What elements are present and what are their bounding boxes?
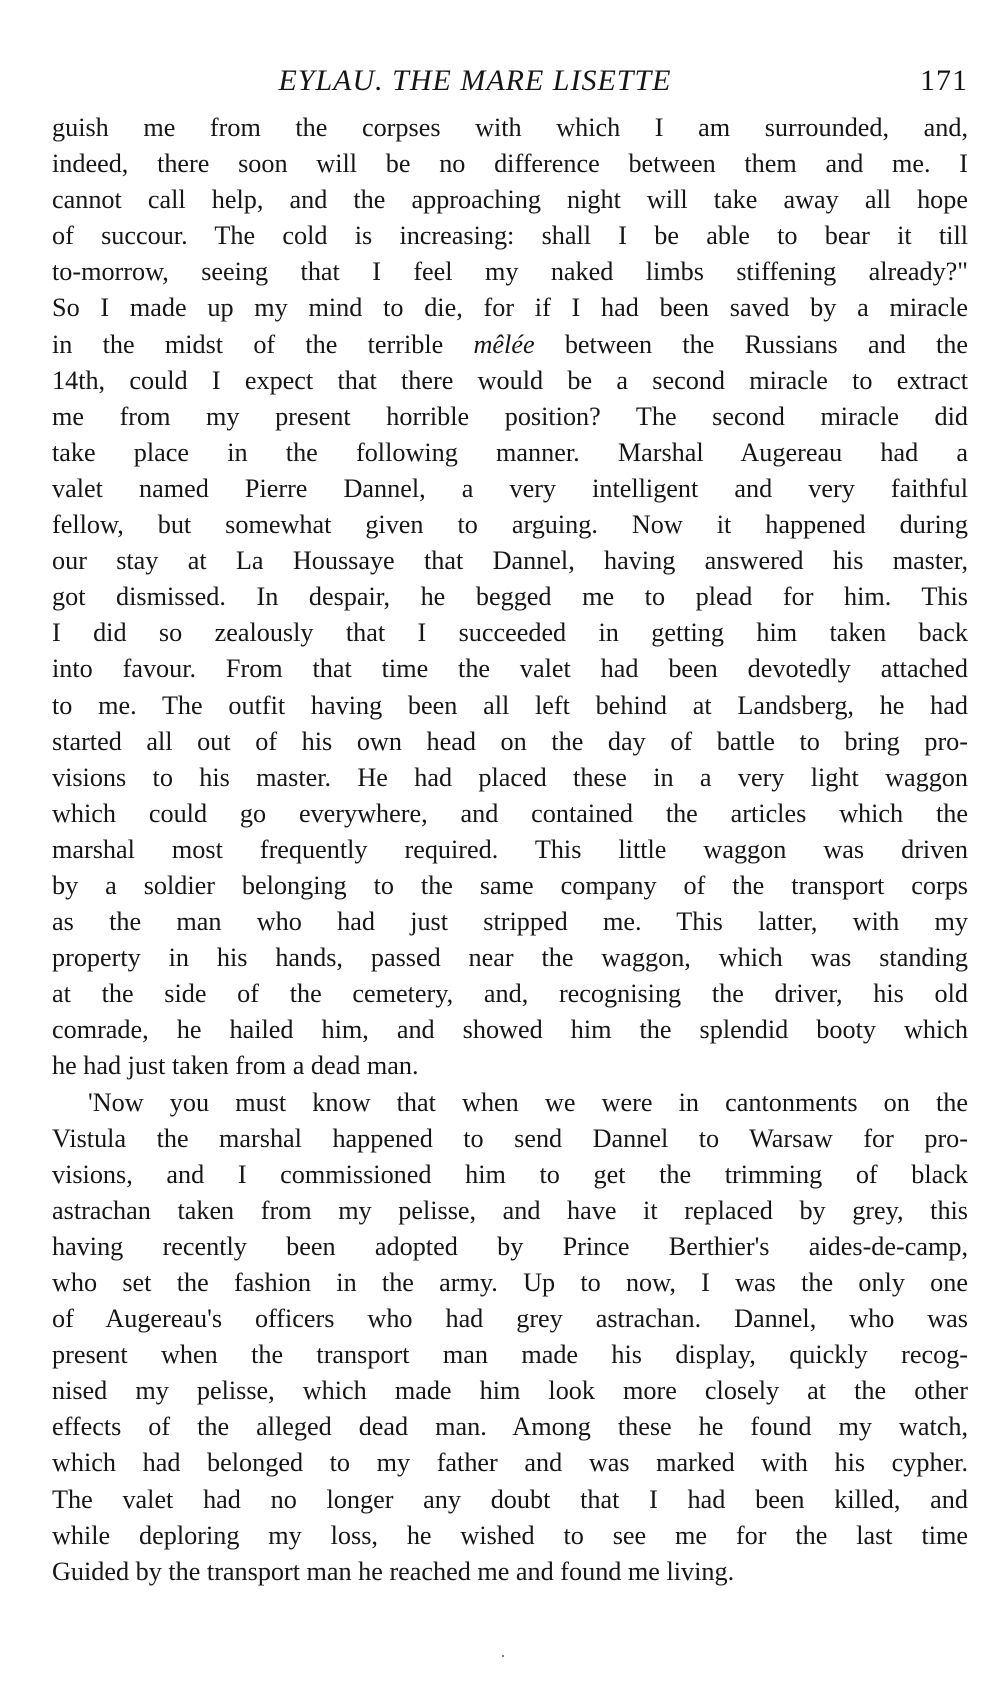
text-line: to me. The outfit having been all left behind at Landsberg, he had bbox=[52, 690, 968, 720]
text-line: present when the transport man made his display, quickly recog- bbox=[52, 1340, 968, 1370]
text-line: visions, and I commissioned him to get the trimming of black bbox=[52, 1159, 968, 1189]
text-line: comrade, he hailed him, and showed him the splendid booty which bbox=[52, 1015, 968, 1045]
text-line: our stay at La Houssaye that Dannel, having answered his master, bbox=[52, 546, 968, 576]
text-line: which could go everywhere, and contained the articles which the bbox=[52, 798, 968, 828]
text-line: by a soldier belonging to the same company of the transport corps bbox=[52, 870, 968, 900]
text-line: cannot call help, and the approaching night will take away all hope bbox=[52, 185, 968, 215]
text-line: property in his hands, passed near the waggon, which was standing bbox=[52, 943, 968, 973]
text-line: take place in the following manner. Marshal Augereau had a bbox=[52, 437, 968, 467]
paragraph-1 bbox=[52, 110, 968, 1085]
text-line: marshal most frequently required. This little waggon was driven bbox=[52, 834, 968, 864]
text-line: started all out of his own head on the day of battle to bring pro- bbox=[52, 726, 968, 756]
paragraph-2 bbox=[52, 1085, 968, 1590]
text-line: indeed, there soon will be no difference between them and me. I bbox=[52, 149, 968, 179]
text-line: having recently been adopted by Prince Berthier's aides-de-camp, bbox=[52, 1231, 968, 1261]
running-header bbox=[52, 58, 968, 110]
text-line: valet named Pierre Dannel, a very intelligent and very faithful bbox=[52, 473, 968, 503]
text-line: astrachan taken from my pelisse, and have it replaced by grey, this bbox=[52, 1195, 968, 1225]
text-line: Vistula the marshal happened to send Dannel to Warsaw for pro- bbox=[52, 1123, 968, 1153]
text-line: effects of the alleged dead man. Among these he found my watch, bbox=[52, 1412, 968, 1442]
text-line: Guided by the transport man he reached me and found me living. bbox=[52, 1556, 735, 1586]
text-line: of Augereau's officers who had grey astrachan. Dannel, who was bbox=[52, 1304, 968, 1334]
text-line: as the man who had just stripped me. This latter, with my bbox=[52, 907, 968, 937]
text-line: he had just taken from a dead man. bbox=[52, 1051, 419, 1081]
text-line: nised my pelisse, which made him look more closely at the other bbox=[52, 1376, 968, 1406]
text-line: in the midst of the terrible mêlée between the Russians and the bbox=[52, 329, 969, 359]
text-line: which had belonged to my father and was marked with his cypher. bbox=[52, 1448, 968, 1478]
text-line: I did so zealously that I succeeded in getting him taken back bbox=[52, 618, 968, 648]
book-page bbox=[52, 58, 968, 1590]
text-line: while deploring my loss, he wished to see me for the last time bbox=[52, 1520, 968, 1550]
text-line: 14th, could I expect that there would be a second miracle to extract bbox=[52, 365, 968, 395]
page-number: 171 bbox=[920, 64, 968, 97]
text-line: 'Now you must know that when we were in cantonments on the bbox=[88, 1087, 968, 1117]
text-line: got dismissed. In despair, he begged me to plead for him. This bbox=[52, 582, 968, 612]
text-line: The valet had no longer any doubt that I had been killed, and bbox=[52, 1484, 968, 1514]
page-speck bbox=[502, 1655, 504, 1657]
text-line: to-morrow, seeing that I feel my naked limbs stiffening already?" bbox=[52, 257, 968, 287]
italic-word: mêlée bbox=[473, 329, 535, 359]
text-line: into favour. From that time the valet had been devotedly attached bbox=[52, 654, 968, 684]
text-line: guish me from the corpses with which I am surrounded, and, bbox=[52, 113, 968, 142]
chapter-running-title: EYLAU. THE MARE LISETTE bbox=[278, 64, 672, 97]
text-line: at the side of the cemetery, and, recognising the driver, his old bbox=[52, 979, 968, 1009]
text-line: fellow, but somewhat given to arguing. Now it happened during bbox=[52, 510, 968, 540]
text-line: who set the fashion in the army. Up to now, I was the only one bbox=[52, 1268, 968, 1297]
text-line: So I made up my mind to die, for if I had been saved by a miracle bbox=[52, 293, 968, 323]
text-line: of succour. The cold is increasing: shall I be able to bear it till bbox=[52, 221, 968, 251]
text-line: me from my present horrible position? The second miracle did bbox=[52, 401, 968, 431]
text-line: visions to his master. He had placed these in a very light waggon bbox=[52, 762, 968, 792]
